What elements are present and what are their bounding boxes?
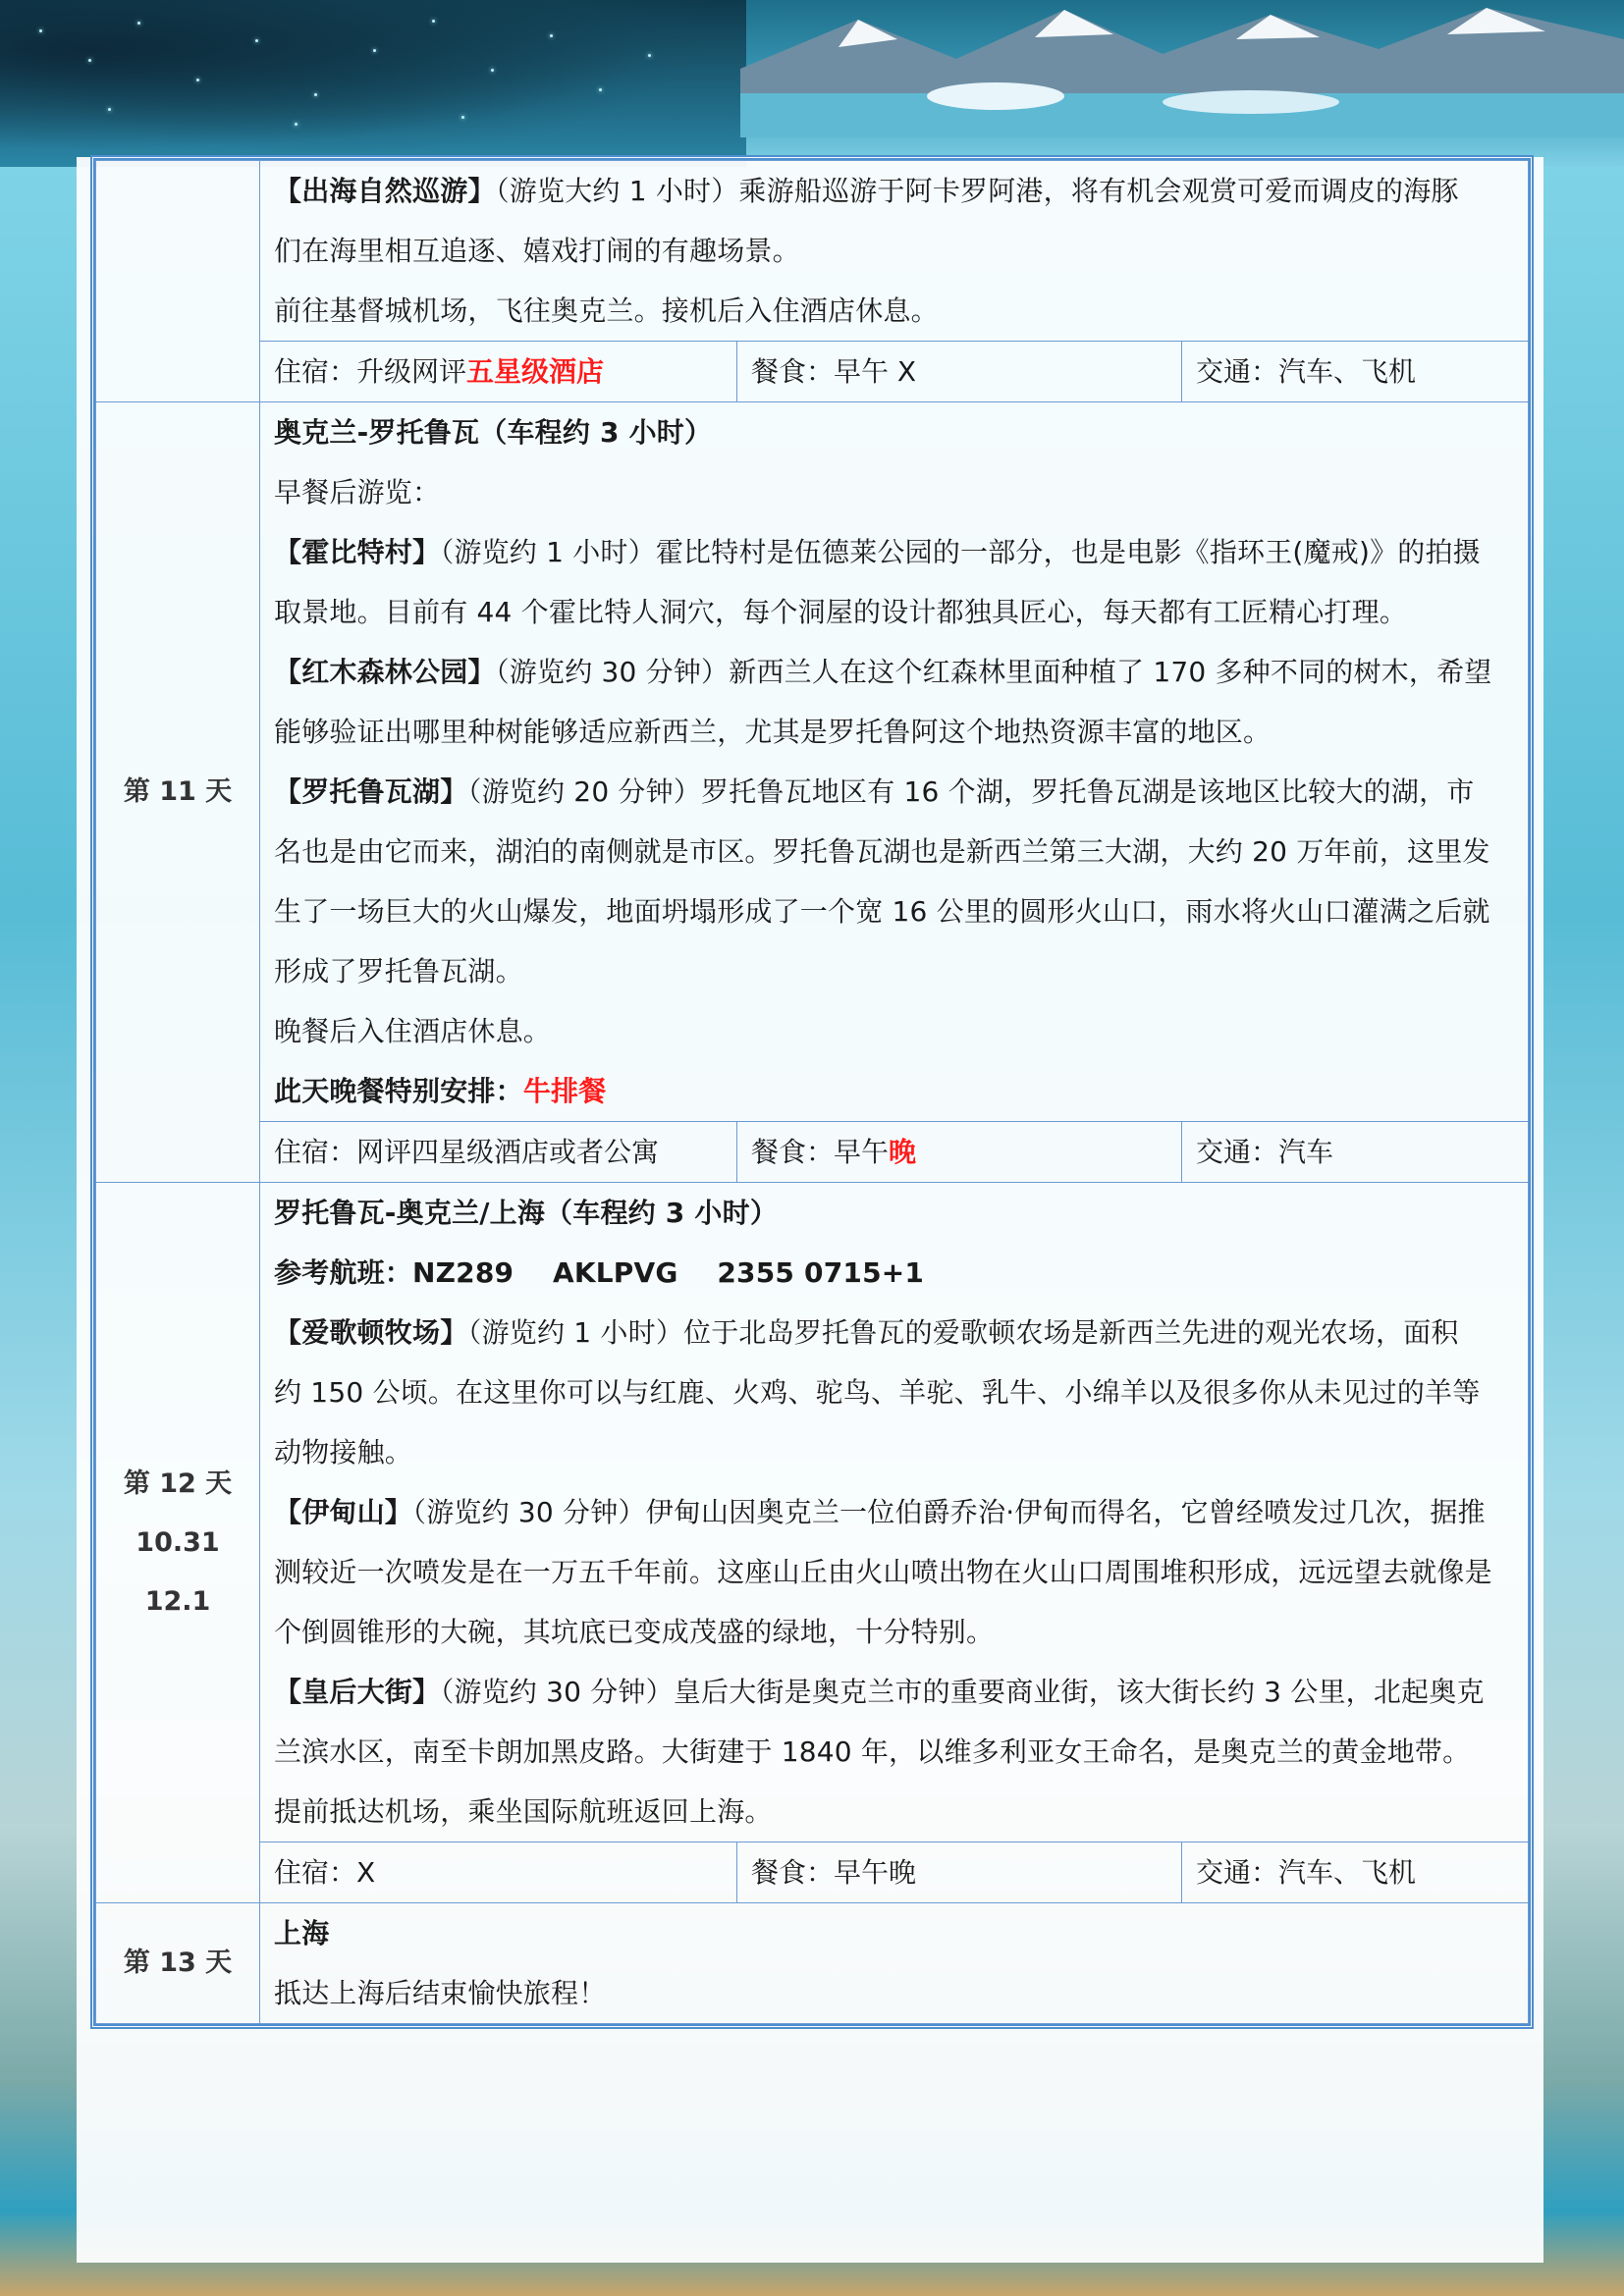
- transport-info: 交通：汽车: [1181, 1122, 1528, 1182]
- spot-name: 【爱歌顿牧场】: [274, 1316, 468, 1349]
- spot-description: （游览约 1 小时）霍比特村是伍德莱公园的一部分，也是电影《指环王(魔戒)》的拍摄: [440, 536, 1481, 568]
- spot-description: 动物接触。: [274, 1436, 413, 1468]
- lodging-info: 住宿：升级网评五星级酒店: [274, 355, 605, 388]
- glowworm-cave-image: [0, 0, 746, 167]
- spot-description: 能够验证出哪里种树能够适应新西兰，尤其是罗托鲁阿这个地热资源丰富的地区。: [274, 716, 1272, 748]
- day11-content: [260, 402, 1529, 1183]
- spot-description: 们在海里相互追逐、嬉戏打闹的有趣场景。: [274, 235, 800, 267]
- day13-content: [260, 1903, 1529, 2024]
- day-title: 上海: [274, 1917, 330, 1949]
- spot-name: 【皇后大街】: [274, 1676, 441, 1708]
- meals-info: 餐食：早午晚: [736, 1842, 1181, 1902]
- spot-description: （游览约 30 分钟）新西兰人在这个红森林里面种植了 170 多种不同的树木，希望: [495, 656, 1492, 688]
- day10-row: [96, 161, 1529, 402]
- spot-name: 【出海自然巡游】: [274, 175, 496, 207]
- special-meal-label: 此天晚餐特别安排：: [274, 1075, 523, 1107]
- itinerary-note: 晚餐后入住酒店休息。: [274, 1015, 552, 1047]
- day-title: 罗托鲁瓦-奥克兰/上海（车程约 3 小时）: [274, 1197, 779, 1229]
- day13-label: 第 13 天: [96, 1903, 260, 2024]
- itinerary-note: 提前抵达机场，乘坐国际航班返回上海。: [274, 1795, 773, 1828]
- spot-description: 形成了罗托鲁瓦湖。: [274, 955, 523, 988]
- day12-date: 12.1: [144, 1585, 211, 1617]
- transport-info: 交通：汽车、飞机: [1181, 342, 1528, 401]
- day12-date: 10.31: [135, 1526, 220, 1558]
- day10-content: [260, 161, 1529, 402]
- day13-row: [96, 1903, 1529, 2024]
- day-title: 奥克兰-罗托鲁瓦（车程约 3 小时）: [274, 416, 713, 449]
- day11-info-row: [260, 1121, 1528, 1182]
- snowy-mountains-image: [740, 0, 1624, 137]
- spot-description: （游览大约 1 小时）乘游船巡游于阿卡罗阿港，将有机会观赏可爱而调皮的海豚: [495, 175, 1459, 207]
- special-meal-value: 牛排餐: [522, 1075, 607, 1107]
- spot-name: 【红木森林公园】: [274, 656, 496, 688]
- spot-name: 【霍比特村】: [274, 536, 441, 568]
- spot-description: 兰滨水区，南至卡朗加黑皮路。大街建于 1840 年，以维多利亚女王命名，是奥克兰的黄金地带。: [274, 1735, 1471, 1768]
- itinerary-table: [90, 155, 1534, 2029]
- itinerary-note: 抵达上海后结束愉快旅程！: [274, 1977, 607, 2009]
- meals-info: 餐食：早午 X: [736, 342, 1181, 401]
- day11-row: [96, 402, 1529, 1183]
- itinerary-note: 前往基督城机场，飞往奥克兰。接机后入住酒店休息。: [274, 294, 939, 327]
- lodging-info: 住宿：网评四星级酒店或者公寓: [274, 1136, 660, 1168]
- spot-description: （游览约 30 分钟）伊甸山因奥克兰一位伯爵乔治·伊甸而得名，它曾经喷发过几次，据推: [412, 1496, 1486, 1528]
- spot-description: （游览约 20 分钟）罗托鲁瓦地区有 16 个湖，罗托鲁瓦湖是该地区比较大的湖，市: [467, 775, 1475, 808]
- lodging-info: 住宿：X: [274, 1856, 376, 1889]
- spot-description: 名也是由它而来，湖泊的南侧就是市区。罗托鲁瓦湖也是新西兰第三大湖，大约 20 万年前，这里发: [274, 835, 1490, 868]
- day12-label: 第 12 天 10.31 12.1: [96, 1183, 260, 1903]
- spot-description: （游览约 30 分钟）皇后大街是奥克兰市的重要商业街，该大街长约 3 公里，北起奥克: [440, 1676, 1485, 1708]
- day11-label: 第 11 天: [96, 402, 260, 1183]
- spot-description: 生了一场巨大的火山爆发，地面坍塌形成了一个宽 16 公里的圆形火山口，雨水将火山口灌满之后就: [274, 895, 1490, 928]
- spot-description: 取景地。目前有 44 个霍比特人洞穴，每个洞屋的设计都独具匠心，每天都有工匠精心打理。: [274, 596, 1408, 628]
- flight-info: 参考航班：NZ289 AKLPVG 2355 0715+1: [274, 1256, 925, 1289]
- day10-day-cell: [96, 161, 260, 402]
- spot-description: （游览约 1 小时）位于北岛罗托鲁瓦的爱歌顿农场是新西兰先进的观光农场，面积: [467, 1316, 1459, 1349]
- spot-description: 约 150 公顷。在这里你可以与红鹿、火鸡、驼鸟、羊驼、乳牛、小绵羊以及很多你从未见过的羊等: [274, 1376, 1481, 1409]
- spot-name: 【伊甸山】: [274, 1496, 413, 1528]
- transport-info: 交通：汽车、飞机: [1181, 1842, 1528, 1902]
- spot-description: 测较近一次喷发是在一万五千年前。这座山丘由火山喷出物在火山口周围堆积形成，远远望去就像是: [274, 1556, 1492, 1588]
- day12-row: [96, 1183, 1529, 1903]
- spot-description: 个倒圆锥形的大碗，其坑底已变成茂盛的绿地，十分特别。: [274, 1616, 995, 1648]
- spot-name: 【罗托鲁瓦湖】: [274, 775, 468, 808]
- day12-info-row: [260, 1842, 1528, 1902]
- meals-info: 餐食：早午晚: [736, 1122, 1181, 1182]
- day12-content: [260, 1183, 1529, 1903]
- day10-info-row: [260, 341, 1528, 401]
- itinerary-note: 早餐后游览：: [274, 476, 441, 508]
